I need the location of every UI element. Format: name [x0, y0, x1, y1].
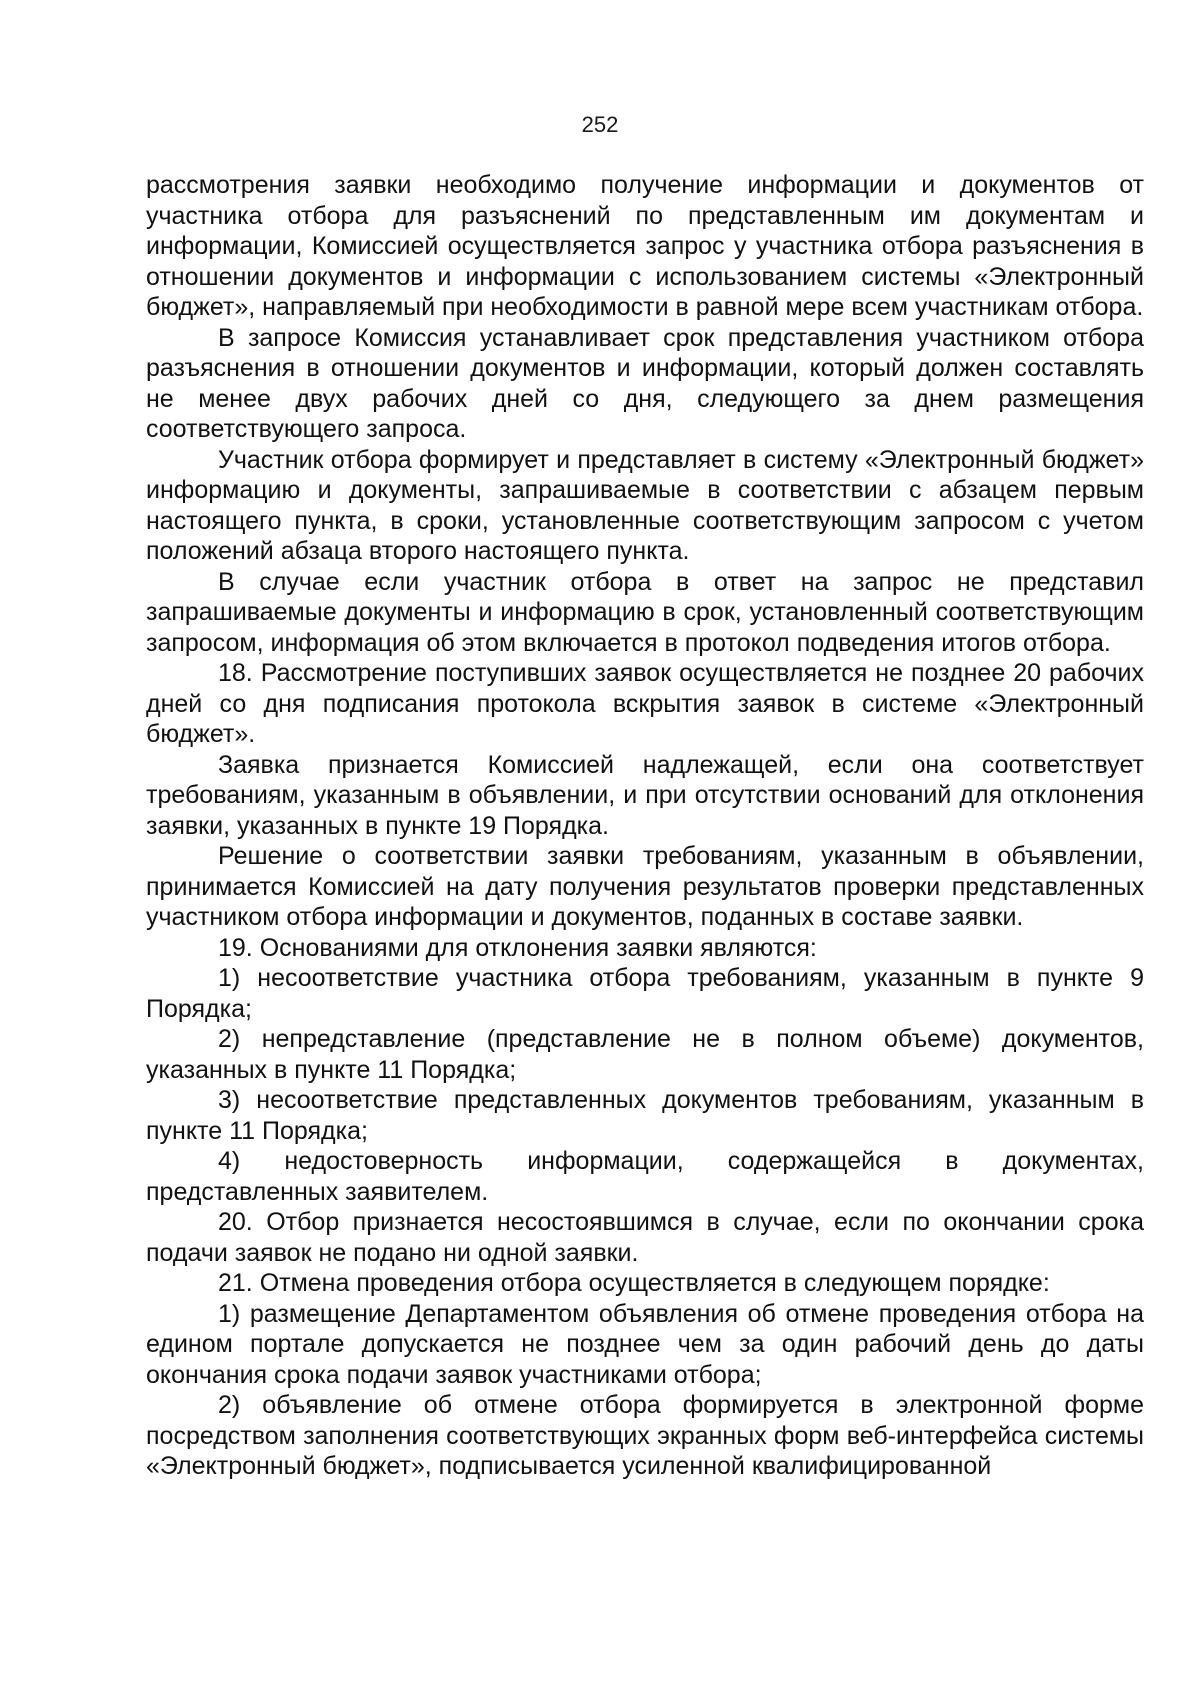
paragraph-failure-to-submit: В случае если участник отбора в ответ на запрос не представил запрашиваемые документы и информацию в срок, установленный соответствующим запросом, информация об этом включается в протокол подведения итогов отбора. — [146, 567, 1144, 657]
paragraph-clause-21: 21. Отмена проведения отбора осуществляется в следующем порядке: — [218, 1269, 1050, 1297]
list-item-21-1: 1) размещение Департаментом объявления об отмене проведения отбора на едином портале допускается не позднее чем за один рабочий день до даты окончания срока подачи заявок участниками отбора; — [146, 1299, 1144, 1389]
list-item-19-2: 2) непредставление (представление не в полном объеме) документов, указанных в пункте 11 Порядка; — [146, 1025, 1144, 1084]
document-body — [146, 170, 1144, 1482]
list-item-19-4: 4) недостоверность информации, содержащейся в документах, представленных заявителем. — [146, 1147, 1144, 1206]
list-item-19-1: 1) несоответствие участника отбора требованиям, указанным в пункте 9 Порядка; — [146, 964, 1144, 1023]
paragraph-clause-19: 19. Основаниями для отклонения заявки являются: — [218, 933, 817, 962]
paragraph-participant-submission: Участник отбора формирует и представляет в систему «Электронный бюджет» информацию и документы, запрашиваемые в соответствии с абзацем первым настоящего пункта, в сроки, установленные соответствующим запросом с учетом положений абзаца второго настоящего пункта. — [146, 445, 1144, 565]
paragraph-clause-18: 18. Рассмотрение поступивших заявок осуществляется не позднее 20 рабочих дней со дня подписания протокола вскрытия заявок в системе «Электронный бюджет». — [146, 659, 1144, 748]
paragraph-request-deadline: В запросе Комиссия устанавливает срок представления участником отбора разъяснения в отношении документов и информации, который должен составлять не менее двух рабочих дней со дня, следующего за днем размещения соответствующего запроса. — [146, 323, 1144, 443]
list-item-19-3: 3) несоответствие представленных документов требованиям, указанным в пункте 11 Порядка; — [146, 1086, 1144, 1145]
paragraph-clause-20: 20. Отбор признается несостоявшимся в случае, если по окончании срока подачи заявок не подано ни одной заявки. — [146, 1208, 1144, 1267]
paragraph-continuation: рассмотрения заявки необходимо получение информации и документов от участника отбора для разъяснений по представленным им документам и информации, Комиссией осуществляется запрос у участника отбора разъяснения в отношении документов и информации с использованием системы «Электронный бюджет», направляемый при необходимости в равной мере всем участникам отбора. — [146, 171, 1144, 321]
page-number: 252 — [581, 112, 619, 137]
paragraph-compliance-decision: Решение о соответствии заявки требованиям, указанным в объявлении, принимается Комиссией на дату получения результатов проверки представленных участником отбора информации и документов, поданных в составе заявки. — [146, 842, 1144, 931]
paragraph-application-proper: Заявка признается Комиссией надлежащей, если она соответствует требованиям, указанным в объявлении, и при отсутствии оснований для отклонения заявки, указанных в пункте 19 Порядка. — [146, 750, 1144, 840]
list-item-21-2: 2) объявление об отмене отбора формируется в электронной форме посредством заполнения соответствующих экранных форм веб-интерфейса системы «Электронный бюджет», подписывается усиленной квалифицированной — [146, 1391, 1144, 1480]
